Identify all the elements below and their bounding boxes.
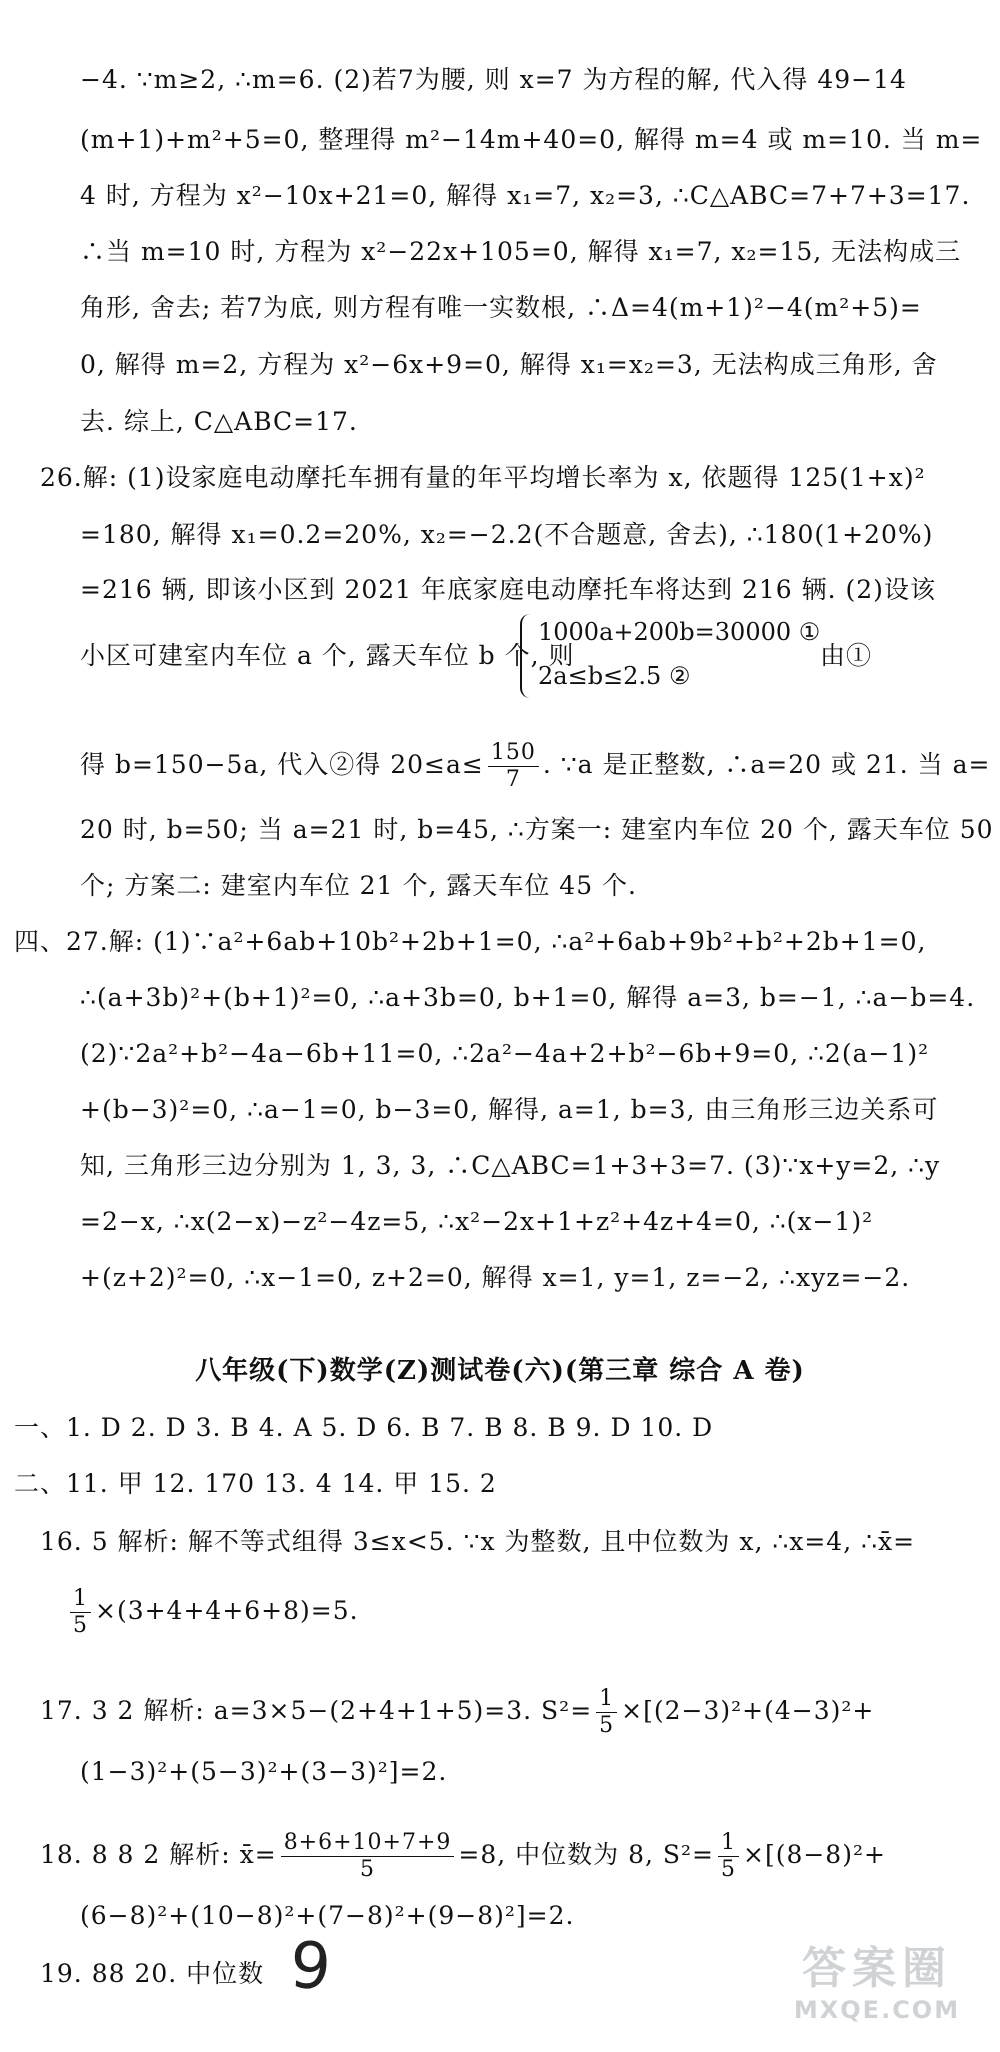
choice-answers: 一、1. D 2. D 3. B 4. A 5. D 6. B 7. B 8. B 9. D 10. D bbox=[14, 1413, 714, 1442]
text-line: =2−x, ∴x(2−x)−z²−4z=5, ∴x²−2x+1+z²+4z+4=0, ∴(x−1)² bbox=[80, 1207, 874, 1236]
q18-line-1 bbox=[40, 1830, 886, 1883]
text-line: 0, 解得 m=2, 方程为 x²−6x+9=0, 解得 x₁=x₂=3, 无法构成三角形, 舍 bbox=[80, 350, 938, 379]
fraction-numerator: 1 bbox=[596, 1686, 617, 1713]
q16-line-1: 16. 5 解析: 解不等式组得 3≤x<5. ∵x 为整数, 且中位数为 x, ∴x=4, ∴x̄= bbox=[40, 1527, 916, 1556]
text-line: 4 时, 方程为 x²−10x+21=0, 解得 x₁=7, x₂=3, ∴C△ABC=7+7+3=17. bbox=[80, 181, 971, 210]
fraction-denominator: 5 bbox=[360, 1857, 376, 1882]
q27-solution-line: 四、27.解: (1)∵a²+6ab+10b²+2b+1=0, ∴a²+6ab+9b²+b²+2b+1=0, bbox=[14, 927, 927, 956]
fraction-numerator: 150 bbox=[488, 740, 539, 767]
q17-line-2: (1−3)²+(5−3)²+(3−3)²]=2. bbox=[80, 1757, 448, 1786]
watermark-url: MXQE.COM bbox=[793, 1996, 961, 2024]
system-equation-1: 1000a+200b=30000 ① bbox=[538, 618, 821, 646]
fill-answers: 二、11. 甲 12. 170 13. 4 14. 甲 15. 2 bbox=[14, 1469, 497, 1498]
text-line: +(b−3)²=0, ∴a−1=0, b−3=0, 解得, a=1, b=3, 由三角形三边关系可 bbox=[80, 1095, 939, 1124]
system-equation-2: 2a≤b≤2.5 ② bbox=[538, 662, 691, 690]
text-line: 20 时, b=50; 当 a=21 时, b=45, ∴方案一: 建室内车位 20 个, 露天车位 50 bbox=[80, 815, 994, 844]
text-segment: 得 b=150−5a, 代入②得 20≤a≤ bbox=[80, 750, 484, 779]
fraction-denominator: 5 bbox=[721, 1857, 736, 1882]
fraction bbox=[596, 1686, 617, 1739]
handwritten-page-number: 9 bbox=[287, 1928, 334, 2006]
q19-20-answers: 19. 88 20. 中位数 bbox=[40, 1959, 265, 1988]
watermark-text: 答案圈 bbox=[802, 1943, 952, 1994]
text-segment: 17. 3 2 解析: a=3×5−(2+4+1+5)=3. S²= bbox=[40, 1696, 593, 1725]
text-line: 知, 三角形三边分别为 1, 3, 3, ∴C△ABC=1+3+3=7. (3)∵x+y=2, ∴y bbox=[80, 1151, 941, 1180]
q18-line-2: (6−8)²+(10−8)²+(7−8)²+(9−8)²]=2. bbox=[80, 1901, 575, 1930]
text-segment: ×[(8−8)²+ bbox=[743, 1840, 886, 1869]
fraction-denominator: 7 bbox=[505, 767, 521, 792]
text-segment: =8, 中位数为 8, S²= bbox=[458, 1840, 714, 1869]
text-line bbox=[80, 740, 991, 793]
text-line: 角形, 舍去; 若7为底, 则方程有唯一实数根, ∴Δ=4(m+1)²−4(m²+5)= bbox=[80, 293, 922, 322]
text-line: ∴(a+3b)²+(b+1)²=0, ∴a+3b=0, b+1=0, 解得 a=3, b=−1, ∴a−b=4. bbox=[80, 983, 976, 1012]
section-title: 八年级(下)数学(Z)测试卷(六)(第三章 综合 A 卷) bbox=[195, 1356, 805, 1386]
text-line: =216 辆, 即该小区到 2021 年底家庭电动摩托车将达到 216 辆. (2)设该 bbox=[80, 575, 936, 604]
fraction-numerator: 8+6+10+7+9 bbox=[281, 1830, 455, 1857]
fraction bbox=[70, 1586, 91, 1639]
fraction-numerator: 1 bbox=[718, 1830, 739, 1857]
fraction-denominator: 5 bbox=[599, 1713, 615, 1738]
text-segment: . ∵a 是正整数, ∴a=20 或 21. 当 a= bbox=[542, 750, 991, 779]
text-line: (m+1)+m²+5=0, 整理得 m²−14m+40=0, 解得 m=4 或 m=10. 当 m= bbox=[80, 125, 983, 154]
text-line: ∴当 m=10 时, 方程为 x²−22x+105=0, 解得 x₁=7, x₂=15, 无法构成三 bbox=[80, 237, 962, 266]
fraction bbox=[488, 740, 539, 793]
fraction bbox=[718, 1830, 739, 1883]
text-line: +(z+2)²=0, ∴x−1=0, z+2=0, 解得 x=1, y=1, z=−2, ∴xyz=−2. bbox=[80, 1263, 911, 1292]
text-line: (2)∵2a²+b²−4a−6b+11=0, ∴2a²−4a+2+b²−6b+9=0, ∴2(a−1)² bbox=[80, 1039, 930, 1068]
q16-line-2 bbox=[66, 1586, 866, 1639]
text-line: =180, 解得 x₁=0.2=20%, x₂=−2.2(不合题意, 舍去), ∴180(1+20%) bbox=[80, 520, 934, 549]
text-line: 小区可建室内车位 a 个, 露天车位 b 个, 则 bbox=[80, 641, 575, 670]
fraction-denominator: 5 bbox=[73, 1613, 88, 1638]
equation-system-brace bbox=[520, 614, 536, 698]
watermark-logo bbox=[762, 1932, 992, 2042]
text-segment: ×[(2−3)²+(4−3)²+ bbox=[621, 1696, 875, 1725]
fraction-numerator: 1 bbox=[70, 1586, 91, 1613]
text-line: 由① bbox=[820, 641, 873, 670]
text-line: 去. 综上, C△ABC=17. bbox=[80, 407, 358, 436]
q17-line-1 bbox=[40, 1686, 875, 1739]
text-segment: ×(3+4+4+6+8)=5. bbox=[95, 1596, 359, 1625]
text-segment: 18. 8 8 2 解析: x̄= bbox=[40, 1840, 277, 1869]
fraction bbox=[281, 1830, 455, 1883]
text-line: −4. ∵m≥2, ∴m=6. (2)若7为腰, 则 x=7 为方程的解, 代入得 49−14 bbox=[80, 65, 907, 94]
text-line: 个; 方案二: 建室内车位 21 个, 露天车位 45 个. bbox=[80, 871, 637, 900]
q26-solution-line: 26.解: (1)设家庭电动摩托车拥有量的年平均增长率为 x, 依题得 125(1+x)² bbox=[40, 463, 926, 492]
